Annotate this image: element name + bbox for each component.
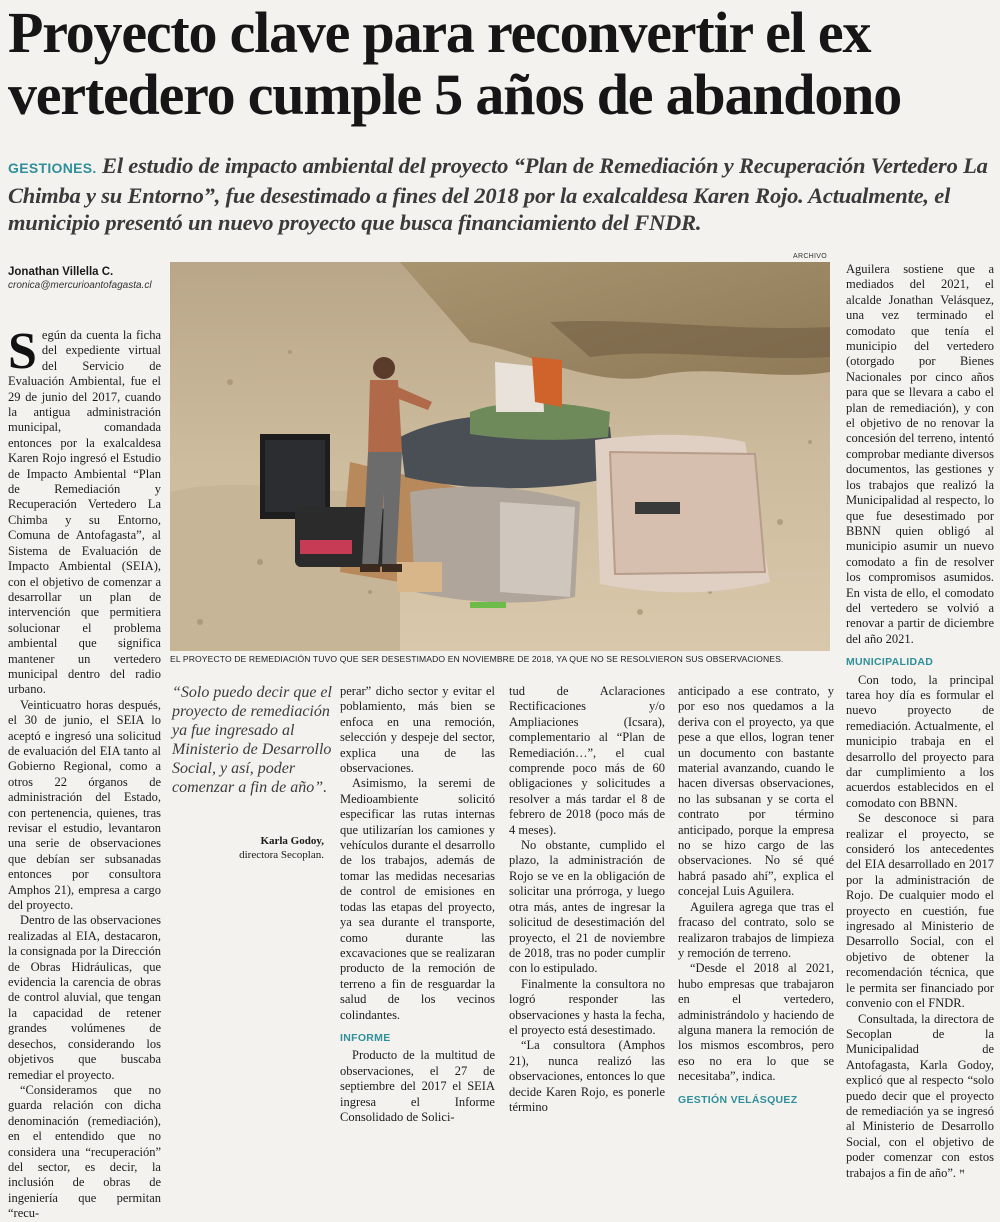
col2-paragraph-2: Asimismo, la seremi de Medioambiente solicitó especificar las rutas internas que utilizarían los camiones y vehículos durante el desarrollo de los trabajos, además de tomar las medidas necesarias de control de emisiones en todas las etapas del proyecto, ya sea durante el transporte, como durante las excavaciones que se realizaran producto de la remoción de terreno a fin de resguardar la salud de los vecinos colindantes. <box>340 776 495 1022</box>
article-column-3 <box>509 684 665 1115</box>
deck-tag: GESTIONES. <box>8 160 97 176</box>
col4-paragraph-1: anticipado a ese contrato, y por eso nos quedamos a la deriva con el proyecto, ya que pese a que ellos, logran tener un documento con bastante material avanzando, cuando le hacen diversas observaciones, no las subsanan y se corta el contrato por término anticipado, porque la empresa no se hizo cargo de las observaciones. No sé qué habrá pasado ahí”, explica el concejal Luis Aguilera. <box>678 684 834 899</box>
article-column-2 <box>340 684 495 1125</box>
photo-credit: ARCHIVO <box>793 253 827 260</box>
photo-landfill <box>170 262 830 651</box>
col3-paragraph-2: No obstante, cumplido el plazo, la administración de Rojo se ve en la obligación de solicitar una prórroga, y luego otra más, antes de ingresar la solicitud de desestimación del proyecto, el 21 de noviembre de 2018, tras no poder cumplir con lo estipulado. <box>509 838 665 976</box>
col2-paragraph-1: perar” dicho sector y evitar el poblamiento, más bien se enfoca en una remoción, selección y despeje del sector, explica una de las observaciones. <box>340 684 495 776</box>
article-column-1 <box>8 323 161 1222</box>
byline <box>8 266 168 291</box>
quote-role: directora Secoplan. <box>239 849 324 861</box>
drop-cap: S <box>8 323 37 380</box>
col4-paragraph-3: “Desde el 2018 al 2021, hubo empresas que trabajaron en el vertedero, administrándolo y haciendo de alguna manera la remoción de los mismos escombros, pero eso no era lo que se necesitaba”, indica. <box>678 961 834 1084</box>
article-column-4 <box>678 684 834 1110</box>
col3-paragraph-1: tud de Aclaraciones Rectificaciones y/o Ampliaciones (Icsara), complementario al “Plan de Remediación…”, el cual comprende poco más de 60 obligaciones y solicitudes a resolver a más tardar el 8 de febrero de 2018 (poco más de 4 meses). <box>509 684 665 837</box>
col1-paragraph-1: egún da cuenta la ficha del expediente virtual del Servicio de Evaluación Ambiental, fue el 29 de junio del 2017, cuando la antigua administración municipal, comandada entonces por la exalcaldesa Karen Rojo ingresó el Estudio de Impacto Ambiental “Plan de Remediación y Recuperación Vertedero La Chimba y su Entorno, Comuna de Antofagasta”, al Sistema de Evaluación de Impacto Ambiental (SEIA), con el objetivo de comenzar a desarrollar un plan de intervención que permitiera solucionar el problema ambiental que significa mantener un vertedero municipal dentro del radio urbano. <box>8 328 161 697</box>
col1-paragraph-4: “Consideramos que no guarda relación con dicha denominación (remediación), en el entendido que no considera una “recuperación” del sector, es decir, la inclusión de obras de ingeniería que permitan “recu- <box>8 1082 161 1221</box>
pull-quote-attribution <box>172 834 324 862</box>
col3-paragraph-3: Finalmente la consultora no logró responder las observaciones y hasta la fecha, el proyecto está desestimado. <box>509 976 665 1037</box>
col5-paragraph-4-text: Consultada, la directora de Secoplan de la Municipalidad de Antofagasta, Karla Godoy, explicó que al respecto “solo puedo decir que el proyecto de remediación ya se ingresó al Ministerio de Desarrollo Social, con el objetivo de poder comenzar con estos trabajos a fin de año”. <box>846 1011 994 1180</box>
col1-paragraph-2: Veinticuatro horas después, el 30 de junio, el SEIA lo aceptó e ingresó una solicitud de evaluación del EIA tanto al Gobierno Regional, como a otros 22 órganos de administración del Estado, con pertenencia, quienes, tras revisar el estudio, levantaron una serie de observaciones que debían ser subsanadas entonces por consultora Amphos 21), empresa a cargo del proyecto. <box>8 697 161 913</box>
quote-author: Karla Godoy, <box>260 835 324 847</box>
subhead-gestion-velasquez: GESTIÓN VELÁSQUEZ <box>678 1093 798 1106</box>
photo-caption: EL PROYECTO DE REMEDIACIÓN TUVO QUE SER DESESTIMADO EN NOVIEMBRE DE 2018, YA QUE NO SE RESOLVIERON SUS OBSERVACIONES. <box>170 654 784 664</box>
article-column-5 <box>846 262 994 1182</box>
col2-paragraph-3: Producto de la multitud de observaciones, el 27 de septiembre del 2017 el SEIA ingresa el Informe Consolidado de Solici- <box>340 1048 495 1124</box>
pull-quote: “Solo puedo decir que el proyecto de remediación ya fue ingresado al Ministerio de Desarrollo Social, y así, poder comenzar a fin de año”. <box>172 684 332 796</box>
col5-paragraph-3: Se desconoce si para realizar el proyecto, se consideró los antecedentes del EIA desarrollado en 2017 por la administración de Rojo. De cualquier modo el proyecto en cuestión, fue ingresado al Ministerio de Desarrollo Social, con el objetivo de obtener la recomendación técnica, que le permita ser financiado por convenio con el FNDR. <box>846 811 994 1011</box>
col4-paragraph-2: Aguilera agrega que tras el fracaso del contrato, solo se realizaron trabajos de limpieza y remoción de terreno. <box>678 899 834 960</box>
col1-paragraph-3: Dentro de las observaciones realizadas al EIA, destacaron, la consignada por la Dirección de Obras Hidráulicas, que evidencia la carencia de obras de control aluvial, que tengan la capacidad de retener grandes volúmenes de desechos, considerando los objetivos que buscaba remediar el proyecto. <box>8 913 161 1082</box>
col5-paragraph-4 <box>846 1012 994 1182</box>
subhead-municipalidad: MUNICIPALIDAD <box>846 656 934 669</box>
col5-paragraph-2: Con todo, la principal tarea hoy día es formular el nuevo proyecto de remediación. Actualmente, el municipio trabaja en el desarrollo del proyecto para dar cumplimiento a los acuerdos establecidos en el comodato con BBNN. <box>846 672 994 810</box>
deck-text: El estudio de impacto ambiental del proyecto “Plan de Remediación y Recuperación Vertedero La Chimba y su Entorno”, fue desestimado a fines del 2018 por la exalcaldesa Karen Rojo. Actualmente, el municipio presentó un nuevo proyecto que busca financiamiento del FNDR. <box>8 153 988 235</box>
deck <box>8 152 993 236</box>
headline: Proyecto clave para reconvertir el ex vertedero cumple 5 años de abandono <box>8 0 902 127</box>
col3-paragraph-4: “La consultora (Amphos 21), nunca realizó las observaciones, entonces lo que decide Karen Rojo, es ponerle término <box>509 1038 665 1114</box>
end-mark-icon: ꟸ <box>959 1168 965 1180</box>
byline-email: cronica@mercurioantofagasta.cl <box>8 280 152 291</box>
col5-paragraph-1: Aguilera sostiene que a mediados del 2021, el alcalde Jonathan Velásquez, una vez terminado el comodato que tenía el municipio del vertedero (otorgado por Bienes Nacionales por cinco años para que se llevara a cabo el plan de remediación), y con el objetivo de no renovar la concesión del terreno, intentó comprobar mediante diversos documentos, las gestiones y los trabajos que realizó la Municipalidad al respecto, lo que fue desestimado por BBNN quien obligó al municipio asumir un nuevo comodato a fin de resolver los compromisos asumidos. En vista de ello, el comodato del vertedero se volvió a renovar a partir de diciembre del año 2021. <box>846 262 994 646</box>
subhead-informe: INFORME <box>340 1031 391 1044</box>
byline-author: Jonathan Villella C. <box>8 266 114 278</box>
